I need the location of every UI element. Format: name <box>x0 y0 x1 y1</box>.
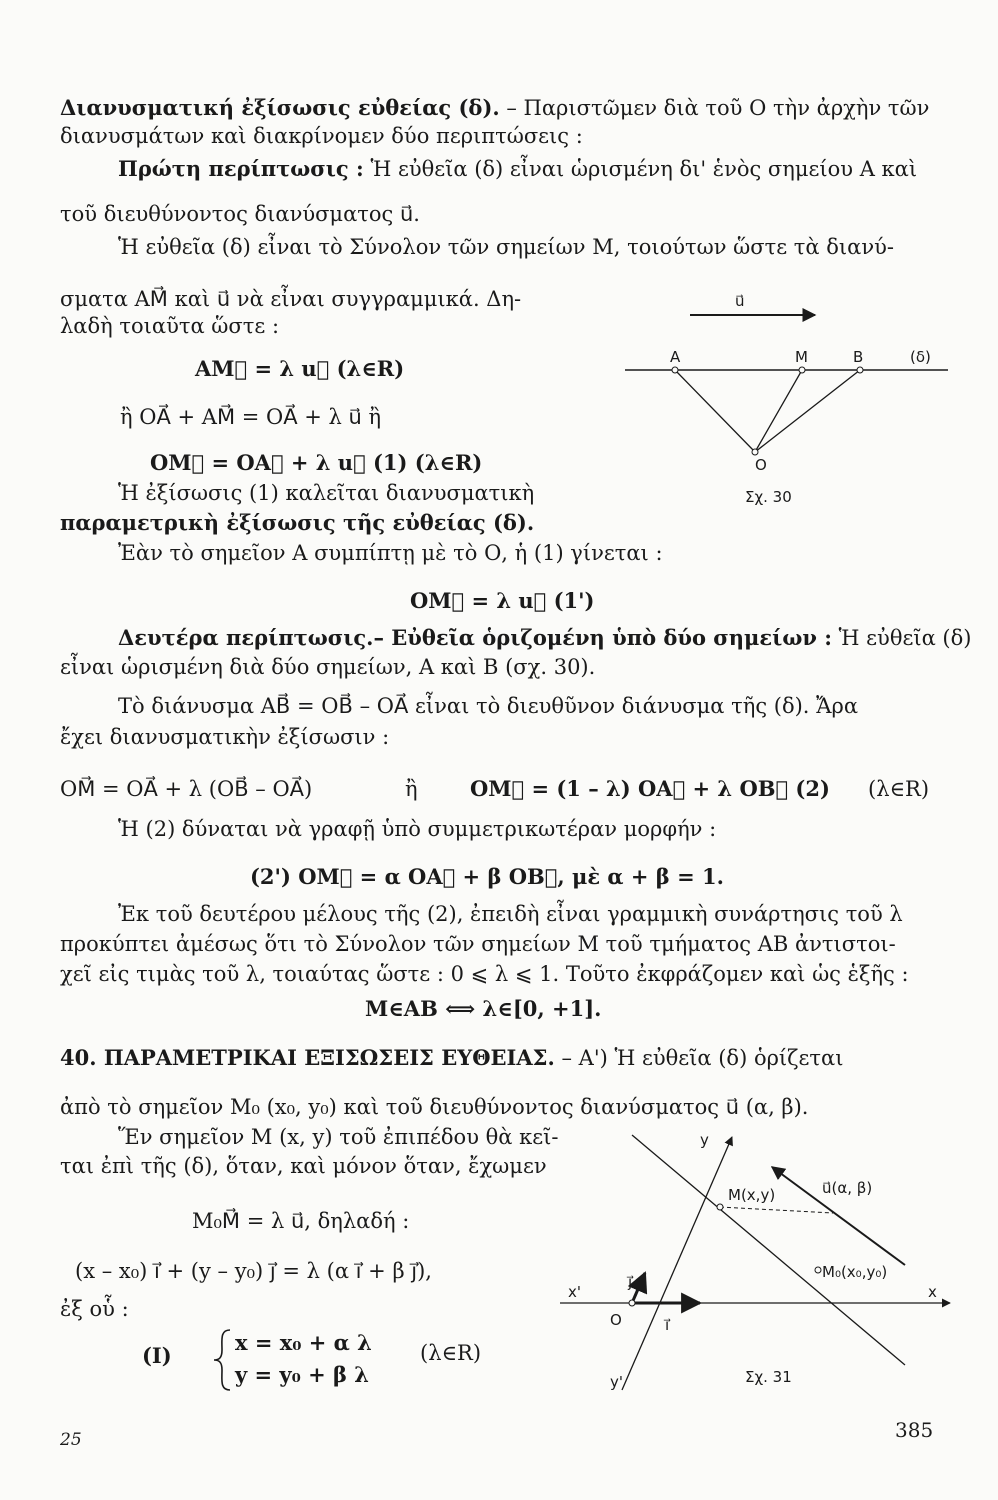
sys-eq2: y = y₀ + β λ <box>235 1362 370 1387</box>
fig30-point-A <box>672 367 678 373</box>
sys-cond: (λ∈R) <box>420 1341 482 1365</box>
eq2c: (λ∈R) <box>868 777 930 801</box>
member-eq: M∈AB ⟺ λ∈[0, +1]. <box>365 996 602 1021</box>
sec40-title: 40. ΠΑΡΑΜΕΤΡΙΚΑΙ ΕΞΙΣΩΣΕΙΣ ΕΥΘΕΙΑΣ. <box>60 1045 555 1070</box>
sec1-intro: – Παριστῶμεν διὰ τοῦ Ο τὴν ἀρχὴν τῶν <box>506 96 930 120</box>
signature-mark: 25 <box>60 1430 82 1450</box>
fig31-dashed-m <box>720 1207 833 1213</box>
fig30-caption: Σχ. 30 <box>745 488 792 506</box>
case2-title: Δευτέρα περίπτωσις.– Εὐθεῖα ὁριζομένη ὑπὸ δύο σημείων : <box>118 625 832 650</box>
fig30-segment-OA <box>675 370 755 452</box>
case1-title: Πρώτη περίπτωσις : <box>118 156 364 181</box>
eq-note2: παραμετρικὴ ἐξίσωσις τῆς εὐθείας (δ). <box>60 510 535 535</box>
fig31-label-O: O <box>610 1311 622 1329</box>
sec40-text4: ται ἐπὶ τῆς (δ), ὅταν, καὶ μόνον ὅταν, ἔχωμεν <box>60 1154 547 1178</box>
figure-30 <box>610 270 955 510</box>
sec40-text2: ἀπὸ τὸ σημεῖον M₀ (x₀, y₀) καὶ τοῦ διευθύνοντος διανύσματος u⃗ (α, β). <box>60 1095 809 1119</box>
eq-coord: (x – x₀) i⃗ + (y – y₀) j⃗ = λ (α i⃗ + β j⃗), <box>75 1259 432 1283</box>
fig30-segment-OB <box>755 370 860 452</box>
case1-text2: τοῦ διευθύνοντος διανύσματος u⃗. <box>60 202 420 226</box>
fig30-point-B <box>857 367 863 373</box>
sym-text: Ἡ (2) δύναται νὰ γραφῇ ὑπὸ συμμετρικωτέραν μορφήν : <box>118 817 717 841</box>
fig31-line-delta <box>632 1135 905 1365</box>
sec1-line1 <box>60 95 929 121</box>
member-text2: προκύπτει ἀμέσως ὅτι τὸ Σύνολον τῶν σημείων Μ τοῦ τμήματος ΑΒ ἀντιστοι- <box>60 932 896 956</box>
case1-text: Ἡ εὐθεῖα (δ) εἶναι ὡρισμένη δι' ἑνὸς σημείου Α καὶ <box>370 157 918 181</box>
set-text3: λαδὴ τοιαῦτα ὥστε : <box>60 314 280 338</box>
fig31-label-i: i⃗ <box>665 1316 670 1334</box>
member-text: Ἐκ τοῦ δευτέρου μέλους τῆς (2), ἐπειδὴ εἶναι γραμμικὴ συνάρτησις τοῦ λ <box>118 902 903 926</box>
fig31-label-x-prime: x' <box>568 1283 582 1301</box>
eq2a: OM⃗ = OA⃗ + λ (OB⃗ – OA⃗) <box>60 777 313 801</box>
fig30-label-O: O <box>755 456 767 474</box>
eq2b: OM⃗ = (1 – λ) OA⃗ + λ OB⃗ (2) <box>470 776 830 801</box>
fig31-vector-j <box>632 1273 645 1303</box>
fig31-caption: Σχ. 31 <box>745 1368 792 1386</box>
eq-m0m: M₀M⃗ = λ u⃗, δηλαδή : <box>192 1209 410 1233</box>
sys-eq1: x = x₀ + α λ <box>235 1330 372 1355</box>
sys-brace <box>210 1328 234 1392</box>
eq-note: Ἡ ἐξίσωσις (1) καλεῖται διανυσματικὴ <box>118 481 535 505</box>
fig31-label-M0: M₀(x₀,y₀) <box>822 1263 888 1281</box>
fig30-label-delta: (δ) <box>910 348 931 366</box>
page-number: 385 <box>895 1418 934 1442</box>
set-text: Ἡ εὐθεῖα (δ) εἶναι τὸ Σύνολον τῶν σημείων Μ, τοιούτων ὥστε τὰ διανύ- <box>118 235 894 259</box>
fig31-point-O <box>629 1300 635 1306</box>
fig31-label-u: u⃗(α, β) <box>822 1179 873 1197</box>
fig30-label-A: A <box>670 348 681 366</box>
fig31-label-M: M(x,y) <box>728 1186 776 1204</box>
sec40-text1: – Α') Ἡ εὐθεῖα (δ) ὁρίζεται <box>561 1046 844 1070</box>
case2-text: Ἡ εὐθεῖα (δ) <box>838 626 972 650</box>
fig30-label-M: M <box>795 348 808 366</box>
sec1-intro2: διανυσμάτων καὶ διακρίνομεν δύο περιπτώσεις : <box>60 124 583 148</box>
case2-line <box>118 625 971 651</box>
fig30-segment-OM <box>755 370 802 452</box>
eq3: OM⃗ = OA⃗ + λ u⃗ (1) (λ∈R) <box>150 450 483 475</box>
eq1: AM⃗ = λ u⃗ (λ∈R) <box>195 356 405 381</box>
sec40-line1 <box>60 1045 843 1071</box>
eq1p: OM⃗ = λ u⃗ (1') <box>410 588 595 613</box>
fig31-label-y: y <box>700 1131 709 1149</box>
case2-text2: εἶναι ὡρισμένη διὰ δύο σημείων, Α καὶ Β (σχ. 30). <box>60 655 596 679</box>
eq2: ἢ OA⃗ + AM⃗ = OA⃗ + λ u⃗ ἢ <box>120 405 382 429</box>
sec40-text3: Ἕν σημεῖον Μ (x, y) τοῦ ἐπιπέδου θὰ κεῖ- <box>118 1125 559 1149</box>
fig30-u-label: u⃗ <box>735 292 745 310</box>
has-eq: ἔχει διανυσματικὴν ἐξίσωσιν : <box>60 725 390 749</box>
fig30-point-O <box>752 449 758 455</box>
member-text3: χεῖ εἰς τιμὰς τοῦ λ, τοιαύτας ὥστε : 0 ⩽ λ ⩽ 1. Τοῦτο ἐκφράζομεν καὶ ὡς ἑξῆς : <box>60 962 909 986</box>
fig31-point-M0 <box>815 1267 821 1273</box>
fig30-label-B: B <box>853 348 864 366</box>
case1-line <box>118 156 917 182</box>
set-text2: σματα AM⃗ καὶ u⃗ νὰ εἶναι συγγραμμικά. Δη- <box>60 287 522 311</box>
fig30-point-M <box>799 367 805 373</box>
ex-ou: ἐξ οὗ : <box>60 1297 129 1321</box>
fig31-label-x: x <box>928 1283 937 1301</box>
sys-label: (Ι) <box>142 1343 172 1368</box>
fig31-point-M <box>717 1204 723 1210</box>
fig31-y-axis <box>622 1137 732 1390</box>
figure-31 <box>560 1125 960 1395</box>
vec-ab: Τὸ διάνυσμα AB⃗ = OB⃗ – OA⃗ εἶναι τὸ διευθῦνον διάνυσμα τῆς (δ). Ἄρα <box>118 694 859 718</box>
eq2-or: ἢ <box>405 777 418 801</box>
eq2p: (2') OM⃗ = α OA⃗ + β OB⃗, μὲ α + β = 1. <box>250 864 724 889</box>
fig31-label-j: j⃗ <box>628 1273 633 1291</box>
coincide: Ἐὰν τὸ σημεῖον Α συμπίπτῃ μὲ τὸ Ο, ἡ (1) γίνεται : <box>118 541 663 565</box>
fig31-label-y-prime: y' <box>610 1373 624 1391</box>
sec1-heading: Διανυσματική ἐξίσωσις εὐθείας (δ). <box>60 95 500 120</box>
